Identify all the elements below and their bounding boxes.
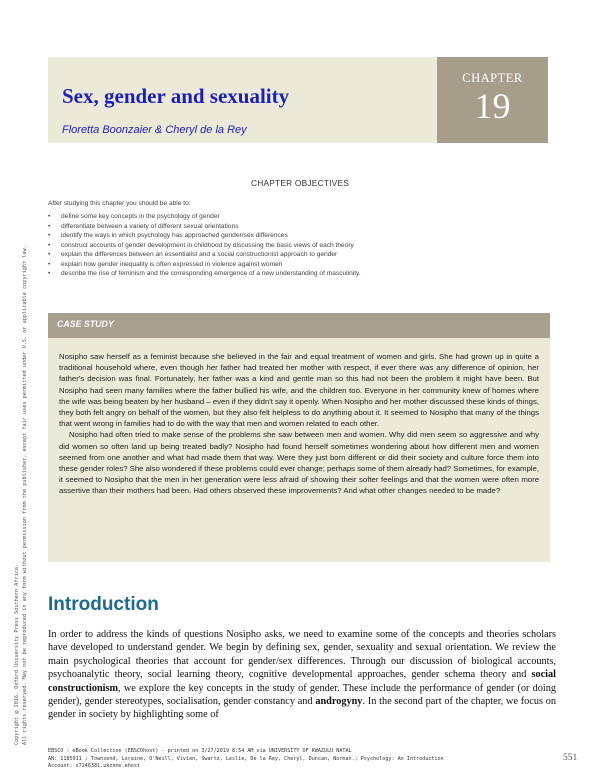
chapter-label: CHAPTER — [462, 71, 523, 85]
intro-text-part-3: . In the second part of the chapter, we focus on gender in society by highlighting some of — [48, 696, 557, 721]
intro-text-part-2: , we explore the key concepts in the study of gender. These include the performance of gender (or doing gender), gender stereotypes, socialisation, gender constancy and — [48, 682, 556, 708]
case-study-label: CASE STUDY — [57, 319, 114, 329]
introduction-paragraph — [48, 628, 556, 722]
chapter-number: 19 — [474, 86, 511, 126]
objectives-list — [48, 212, 361, 279]
ebsco-footer — [48, 748, 444, 771]
objective-item: • identify the ways in which psychology has approached gender/sex differences — [48, 231, 361, 241]
chapter-title: Sex, gender and sexuality — [62, 84, 290, 108]
chapter-number-box — [437, 57, 548, 143]
case-study-box — [48, 338, 550, 562]
objective-item: • differentiate between a variety of different sexual orientations — [48, 222, 361, 232]
objective-item: • explain the differences between an essentialist and a social constructionist approach to gender — [48, 250, 361, 260]
footer-line-3: Account: s7246381.ukznms.ehost — [48, 763, 141, 770]
objective-item: • define some key concepts in the psychology of gender — [48, 212, 361, 222]
objective-item: • describe the rise of feminism and the corresponding emergence of a new understanding of masculinity. — [48, 269, 361, 279]
side-copyright-line-1: Copyright @ 2016. Oxford University Press Southern Africa. — [14, 563, 20, 745]
side-copyright-line-2: All rights reserved. May not be reproduced in any form without permission from the publisher, except fair uses permitted under U.S. or applicable copyright law. — [21, 245, 28, 745]
objectives-intro: After studying this chapter you should be able to: — [48, 200, 191, 207]
key-term-social-constructionism: social constructionism — [48, 669, 556, 694]
objectives-heading: CHAPTER OBJECTIVES — [250, 178, 350, 188]
objective-item: • explain how gender inequality is often expressed in violence against women — [48, 260, 361, 270]
case-study-header-band — [48, 313, 550, 338]
case-study-paragraph-1: Nosipho saw herself as a feminist because she believed in the fair and equal treatment of women and girls. She had grown up in quite a traditional household where, even though her father had treated her mother with respect, if ever there was any difference of opinion, her father's decision was final. Fortunately, her father was a kind and gentle man so this had not been the problem it might have been. But Nosipho had seen many families where the father bullied his wife, and the children too. Everyone in her community knew of homes where the wife was being beaten by her husband – even if they didn't say it openly. When Nosipho and her mother discussed these kinds of things, they both felt angry on behalf of the women, but they also felt helpless to do anything about it. It seemed to Nosipho that many of the things that went wrong in families had to do with the way that men and women related to each other. — [59, 352, 539, 429]
page-number: 551 — [563, 753, 578, 763]
footer-line-2: AN: 1185911 ; Townsend, Loraine, O'Neill, Vivien, Swartz, Leslie, De la Rey, Cheryl, Duncan, Norman.; Psychology: An Introduction — [48, 755, 444, 762]
side-copyright-notice — [14, 245, 29, 745]
introduction-heading: Introduction — [48, 594, 159, 615]
case-study-paragraph-2: Nosipho had often tried to make sense of the problems she saw between men and women. Why did men seem so aggressive and why did women so often land up being treated badly? Nosipho had found herself sometimes wondering about how different men and women seemed from one another and what had made them that way. Were they just born different or did their society and culture force them into these gender roles? She also wondered if these problems could ever change; perhaps some of them already had? Sometimes, for example, it seemed to Nosipho that the men in her generation were less afraid of showing their softer feelings and that the women were often more assertive than their mothers had been. Had others observed these improvements? And what other changes needed to be made? — [59, 430, 539, 496]
intro-text-part-1: In order to address the kinds of questions Nosipho asks, we need to examine some of the concepts and theories scholars have developed to understand gender. We begin by defining sex, gender, sexuality and sexual orientation. We review the main psychological theories that account for gender/sex differences. Through our discussion of biological accounts, psychoanalytic theory, social learning theory, cognitive developmental approaches, gender schema theory and — [48, 629, 556, 681]
footer-line-1: EBSCO : eBook Collection (EBSCOhost) - printed on 3/27/2019 8:54 AM via UNIVERSITY OF KWAZULU NATAL — [48, 748, 352, 754]
chapter-authors: Floretta Boonzaier & Cheryl de la Rey — [62, 124, 247, 136]
objective-item: • construct accounts of gender development in childhood by discussing the basic views of each theory — [48, 241, 361, 251]
key-term-androgyny: androgyny — [315, 696, 363, 708]
